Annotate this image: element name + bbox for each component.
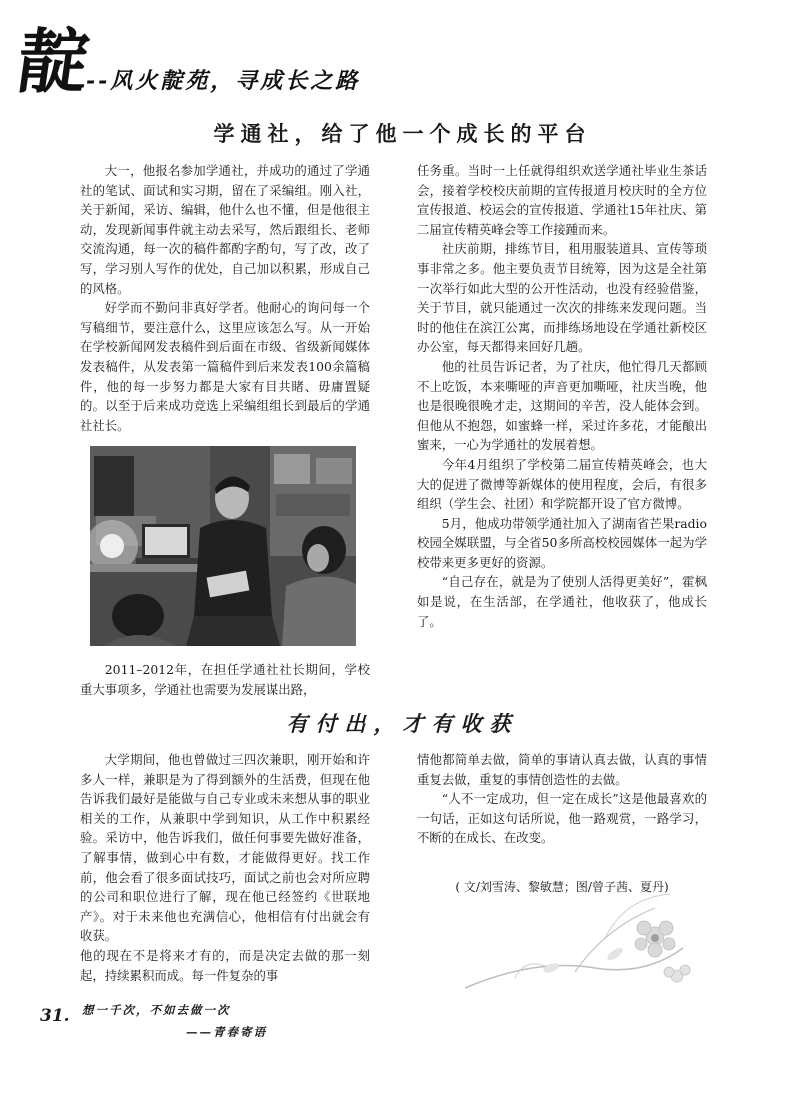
section2-title: 有付出，才有收获 bbox=[286, 711, 519, 736]
paragraph: 2011–2012年，在担任学通社社长期间，学校重大事项多，学通社也需要为发展谋出路， bbox=[80, 662, 370, 697]
section1-left-column-bottom bbox=[80, 660, 370, 699]
section2-right-column bbox=[417, 750, 707, 848]
section2-left-column bbox=[80, 750, 370, 985]
paragraph: 情他都简单去做，简单的事请认真去做，认真的事情重复去做，重复的事情创造性的去做。 bbox=[417, 752, 707, 787]
header-calligraphy-char: 靛 bbox=[12, 20, 90, 103]
paragraph: 大学期间，他也曾做过三四次兼职，刚开始和许多人一样，兼职是为了得到额外的生活费，但现在他告诉我们最好是能做与自己专业或未来想从事的职业相关的工作，从兼职中学到知识，从工作中积累经验。采访中，他告诉我们，做任何事要先做好准备，了解事情，做到心中有数，才能做得更好。找工作前，他会看了很多面试技巧，面试之前也会对所应聘的公司和职位进行了解，现在他已经签约《世联地产》。对于未来他也充满信心，他相信有付出就会有收获。 bbox=[80, 752, 370, 944]
article-photo bbox=[90, 446, 356, 646]
flower-decoration bbox=[455, 888, 693, 1000]
photo-illustration bbox=[90, 446, 356, 646]
flower-icon bbox=[455, 888, 693, 1000]
paragraph: “自己存在，就是为了使别人活得更美好”，霍枫如是说，在生活部，在学通社，他收获了，他成长了。 bbox=[417, 574, 707, 629]
paragraph: 今年4月组织了学校第二届宣传精英峰会，也大大的促进了微博等新媒体的使用程度，会后，有很多组织（学生会、社团）和学院都开设了官方微博。 bbox=[417, 456, 707, 512]
paragraph: 好学而不勤问非真好学者。他耐心的询问每一个写稿细节，要注意什么，这里应该怎么写。从一开始在学校新闻网发表稿件到后面在市级、省级新闻媒体发表稿件，从发表第一篇稿件到后来发表100余篇稿件，他的每一步努力都是大家有目共睹、毋庸置疑的。以至于后来成功竞选上采编组组长到最后的学通社社长。 bbox=[80, 300, 370, 433]
footer-quote: 想一千次，不如去做一次 bbox=[82, 1003, 231, 1017]
paragraph: 社庆前期，排练节目，租用服装道具、宣传等琐事非常之多。他主要负责节目统筹，因为这是全社第一次举行如此大型的公开性活动，也没有经验借鉴，关于节目，就只能通过一次次的排练来发现问题。当时的他住在滨江公寓，而排练场地设在学通社新校区办公室，每天都得来回好几趟。 bbox=[417, 241, 707, 355]
paragraph: “人不一定成功，但一定在成长”这是他最喜欢的一句话，正如这句话所说，他一路观赏，一路学习，不断的在成长、在改变。 bbox=[417, 791, 707, 846]
paragraph: 大一，他报名参加学通社，并成功的通过了学通社的笔试、面试和实习期，留在了采编组。刚入社，关于新闻，采访、编辑，他什么也不懂，但是他很主动，发现新闻事件就主动去采写，然后跟组长、老师交流沟通，每一次的稿件都酌字酌句，写了改，改了写，学习别人写作的优处，自己加以积累，形成自己的风格。 bbox=[80, 163, 370, 296]
paragraph: 5月，他成功带领学通社加入了湖南省芒果radio校园全媒联盟，与全省50多所高校校园媒体一起为学校带来更多更好的资源。 bbox=[417, 515, 707, 570]
paragraph: 任务重。当时一上任就得组织欢送学通社毕业生茶话会，接着学校校庆前期的宣传报道月校庆时的全方位宣传报道、校运会的宣传报道、学通社15年社庆、第二届宣传精英峰会等工作接踵而来。 bbox=[417, 163, 707, 237]
page-number: 31. bbox=[40, 1006, 70, 1026]
footer-quote-source: ——青春寄语 bbox=[186, 1025, 267, 1039]
paragraph: 他的现在不是将来才有的，而是决定去做的那一刻起，持续累积而成。每一件复杂的事 bbox=[80, 947, 370, 983]
section1-right-column bbox=[417, 161, 707, 631]
section1-left-column bbox=[80, 161, 370, 435]
paragraph: 他的社员告诉记者，为了社庆，他忙得几天都顾不上吃饭，本来嘶哑的声音更加嘶哑，社庆当晚，他也是很晚很晚才走，这期间的辛苦，没人能体会到。但他从不抱怨，如蜜蜂一样，采过许多花，才能酿出蜜来，一心为学通社的发展着想。 bbox=[417, 358, 707, 453]
header-title: --风火靛苑，寻成长之路 bbox=[86, 68, 361, 94]
credit-line: ( 文/刘雪涛、黎敏慧；图/曾子茜、夏丹) bbox=[455, 880, 669, 894]
section1-title: 学通社，给了他一个成长的平台 bbox=[213, 121, 592, 146]
